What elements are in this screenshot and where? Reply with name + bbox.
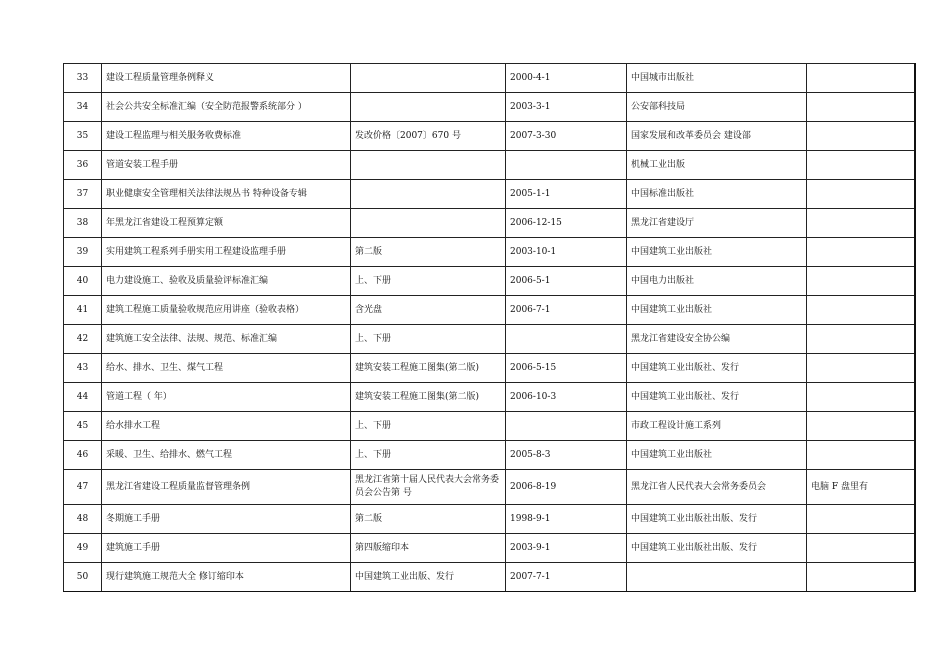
publish-date-cell: 2007-7-1 <box>506 563 627 592</box>
edition-cell: 第四版缩印本 <box>351 534 506 563</box>
table-row <box>64 563 915 592</box>
table-row <box>64 151 915 180</box>
note-cell <box>807 441 915 470</box>
publisher-cell: 黑龙江省建设厅 <box>627 209 807 238</box>
book-title-cell: 建筑施工安全法律、法规、规范、标准汇编 <box>102 325 351 354</box>
book-title-cell: 冬期施工手册 <box>102 505 351 534</box>
edition-cell <box>351 209 506 238</box>
edition-cell: 上、下册 <box>351 412 506 441</box>
publisher-cell: 机械工业出版 <box>627 151 807 180</box>
book-title-cell: 电力建设施工、验收及质量验评标准汇编 <box>102 267 351 296</box>
publish-date-cell: 2005-8-3 <box>506 441 627 470</box>
note-cell <box>807 267 915 296</box>
publisher-cell: 中国标准出版社 <box>627 180 807 209</box>
edition-cell: 上、下册 <box>351 441 506 470</box>
publisher-cell: 市政工程设计施工系列 <box>627 412 807 441</box>
publish-date-cell: 2006-5-1 <box>506 267 627 296</box>
book-title-cell: 给水、排水、卫生、煤气工程 <box>102 354 351 383</box>
row-number-cell: 39 <box>64 238 102 267</box>
edition-cell <box>351 180 506 209</box>
table-row <box>64 325 915 354</box>
row-number-cell: 48 <box>64 505 102 534</box>
publish-date-cell: 2006-5-15 <box>506 354 627 383</box>
publisher-cell <box>627 563 807 592</box>
row-number-cell: 44 <box>64 383 102 412</box>
row-number-cell: 45 <box>64 412 102 441</box>
note-cell <box>807 325 915 354</box>
publish-date-cell: 2005-1-1 <box>506 180 627 209</box>
book-title-cell: 社会公共安全标准汇编（安全防范报警系统部分 ） <box>102 93 351 122</box>
table-row <box>64 122 915 151</box>
table-row <box>64 534 915 563</box>
row-number-cell: 41 <box>64 296 102 325</box>
book-title-cell: 建筑施工手册 <box>102 534 351 563</box>
note-cell: 电脑 F 盘里有 <box>807 470 915 505</box>
note-cell <box>807 238 915 267</box>
book-title-cell: 黑龙江省建设工程质量监督管理条例 <box>102 470 351 505</box>
row-number-cell: 35 <box>64 122 102 151</box>
note-cell <box>807 180 915 209</box>
table-row <box>64 505 915 534</box>
table-row <box>64 209 915 238</box>
edition-cell <box>351 93 506 122</box>
note-cell <box>807 93 915 122</box>
edition-cell: 建筑安装工程施工图集(第二版) <box>351 354 506 383</box>
row-number-cell: 34 <box>64 93 102 122</box>
note-cell <box>807 412 915 441</box>
note-cell <box>807 122 915 151</box>
row-number-cell: 36 <box>64 151 102 180</box>
edition-cell: 上、下册 <box>351 325 506 354</box>
edition-cell: 建筑安装工程施工图集(第二版) <box>351 383 506 412</box>
book-title-cell: 年黑龙江省建设工程预算定额 <box>102 209 351 238</box>
note-cell <box>807 151 915 180</box>
document-page <box>63 63 914 592</box>
publisher-cell: 中国城市出版社 <box>627 64 807 93</box>
book-title-cell: 管道工程（ 年） <box>102 383 351 412</box>
table-row <box>64 267 915 296</box>
table-row <box>64 64 915 93</box>
table-row <box>64 383 915 412</box>
publisher-cell: 国家发展和改革委员会 建设部 <box>627 122 807 151</box>
row-number-cell: 40 <box>64 267 102 296</box>
table-body <box>64 64 915 592</box>
edition-cell: 中国建筑工业出版、发行 <box>351 563 506 592</box>
note-cell <box>807 209 915 238</box>
book-title-cell: 职业健康安全管理相关法律法规丛书 特种设备专辑 <box>102 180 351 209</box>
book-title-cell: 建筑工程施工质量验收规范应用讲座（验收表格） <box>102 296 351 325</box>
publisher-cell: 黑龙江省人民代表大会常务委员会 <box>627 470 807 505</box>
publish-date-cell: 2006-8-19 <box>506 470 627 505</box>
note-cell <box>807 383 915 412</box>
publisher-cell: 中国电力出版社 <box>627 267 807 296</box>
publisher-cell: 公安部科技局 <box>627 93 807 122</box>
edition-cell: 第二版 <box>351 505 506 534</box>
book-title-cell: 建设工程质量管理条例释义 <box>102 64 351 93</box>
publish-date-cell: 1998-9-1 <box>506 505 627 534</box>
publish-date-cell: 2003-3-1 <box>506 93 627 122</box>
row-number-cell: 50 <box>64 563 102 592</box>
publish-date-cell <box>506 412 627 441</box>
edition-cell: 含光盘 <box>351 296 506 325</box>
publish-date-cell <box>506 151 627 180</box>
book-title-cell: 现行建筑施工规范大全 修订缩印本 <box>102 563 351 592</box>
note-cell <box>807 64 915 93</box>
publisher-cell: 中国建筑工业出版社出版、发行 <box>627 534 807 563</box>
table-row <box>64 354 915 383</box>
note-cell <box>807 505 915 534</box>
edition-cell: 发改价格〔2007〕670 号 <box>351 122 506 151</box>
row-number-cell: 42 <box>64 325 102 354</box>
table-row <box>64 238 915 267</box>
publisher-cell: 中国建筑工业出版社、发行 <box>627 354 807 383</box>
table-row <box>64 470 915 505</box>
book-title-cell: 实用建筑工程系列手册实用工程建设监理手册 <box>102 238 351 267</box>
publisher-cell: 中国建筑工业出版社出版、发行 <box>627 505 807 534</box>
publish-date-cell: 2007-3-30 <box>506 122 627 151</box>
publisher-cell: 中国建筑工业出版社、发行 <box>627 383 807 412</box>
book-title-cell: 建设工程监理与相关服务收费标准 <box>102 122 351 151</box>
note-cell <box>807 296 915 325</box>
publisher-cell: 中国建筑工业出版社 <box>627 296 807 325</box>
edition-cell: 第二版 <box>351 238 506 267</box>
publish-date-cell: 2006-12-15 <box>506 209 627 238</box>
publisher-cell: 中国建筑工业出版社 <box>627 441 807 470</box>
table-row <box>64 93 915 122</box>
table-row <box>64 180 915 209</box>
row-number-cell: 37 <box>64 180 102 209</box>
publish-date-cell: 2003-9-1 <box>506 534 627 563</box>
publisher-cell: 中国建筑工业出版社 <box>627 238 807 267</box>
row-number-cell: 33 <box>64 64 102 93</box>
table-row <box>64 412 915 441</box>
publisher-cell: 黑龙江省建设安全协公编 <box>627 325 807 354</box>
book-list-table <box>63 63 916 592</box>
note-cell <box>807 354 915 383</box>
book-title-cell: 给水排水工程 <box>102 412 351 441</box>
row-number-cell: 38 <box>64 209 102 238</box>
row-number-cell: 46 <box>64 441 102 470</box>
edition-cell <box>351 64 506 93</box>
note-cell <box>807 534 915 563</box>
table-row <box>64 296 915 325</box>
book-title-cell: 采暖、卫生、给排水、燃气工程 <box>102 441 351 470</box>
table-row <box>64 441 915 470</box>
publish-date-cell: 2006-10-3 <box>506 383 627 412</box>
publish-date-cell <box>506 325 627 354</box>
note-cell <box>807 563 915 592</box>
row-number-cell: 49 <box>64 534 102 563</box>
edition-cell: 黑龙江省第十届人民代表大会常务委员会公告第 号 <box>351 470 506 505</box>
book-title-cell: 管道安装工程手册 <box>102 151 351 180</box>
edition-cell <box>351 151 506 180</box>
edition-cell: 上、下册 <box>351 267 506 296</box>
publish-date-cell: 2000-4-1 <box>506 64 627 93</box>
row-number-cell: 43 <box>64 354 102 383</box>
publish-date-cell: 2003-10-1 <box>506 238 627 267</box>
row-number-cell: 47 <box>64 470 102 505</box>
publish-date-cell: 2006-7-1 <box>506 296 627 325</box>
